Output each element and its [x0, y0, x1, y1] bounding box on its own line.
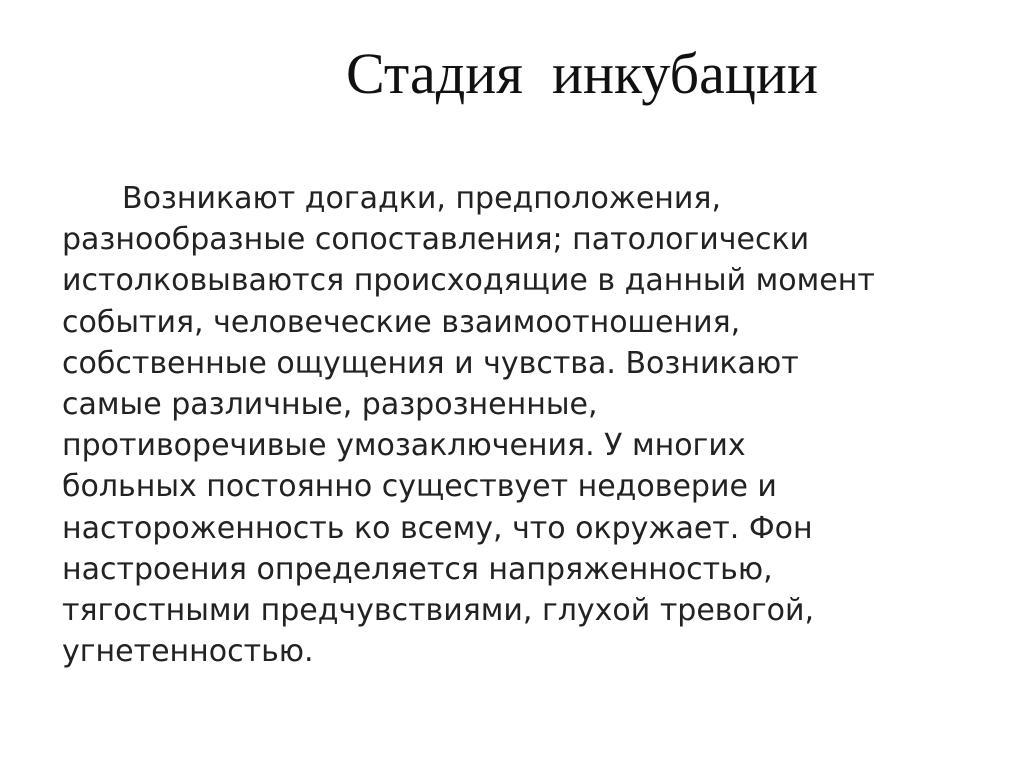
body-line: разнообразные сопоставления; патологически — [62, 222, 810, 258]
body-line: истолковываются происходящие в данный момент — [62, 263, 875, 299]
body-line: самые различные, разрозненные, — [62, 387, 598, 423]
body-line: угнетенностью. — [62, 634, 314, 670]
body-line: события, человеческие взаимоотношения, — [62, 304, 741, 340]
body-line: противоречивые умозаключения. У многих — [62, 428, 746, 464]
body-line: настороженность ко всему, что окружает. Фон — [62, 510, 813, 546]
body-text — [62, 178, 1002, 672]
body-line: Возникают догадки, предположения, — [122, 181, 721, 216]
slide-title: Стадия инкубации — [346, 41, 818, 106]
body-line: тягостными предчувствиями, глухой тревогой, — [62, 593, 814, 629]
body-line: собственные ощущения и чувства. Возникают — [62, 345, 799, 381]
body-line: настроения определяется напряженностью, — [62, 551, 773, 587]
body-line: больных постоянно существует недоверие и — [62, 469, 777, 505]
